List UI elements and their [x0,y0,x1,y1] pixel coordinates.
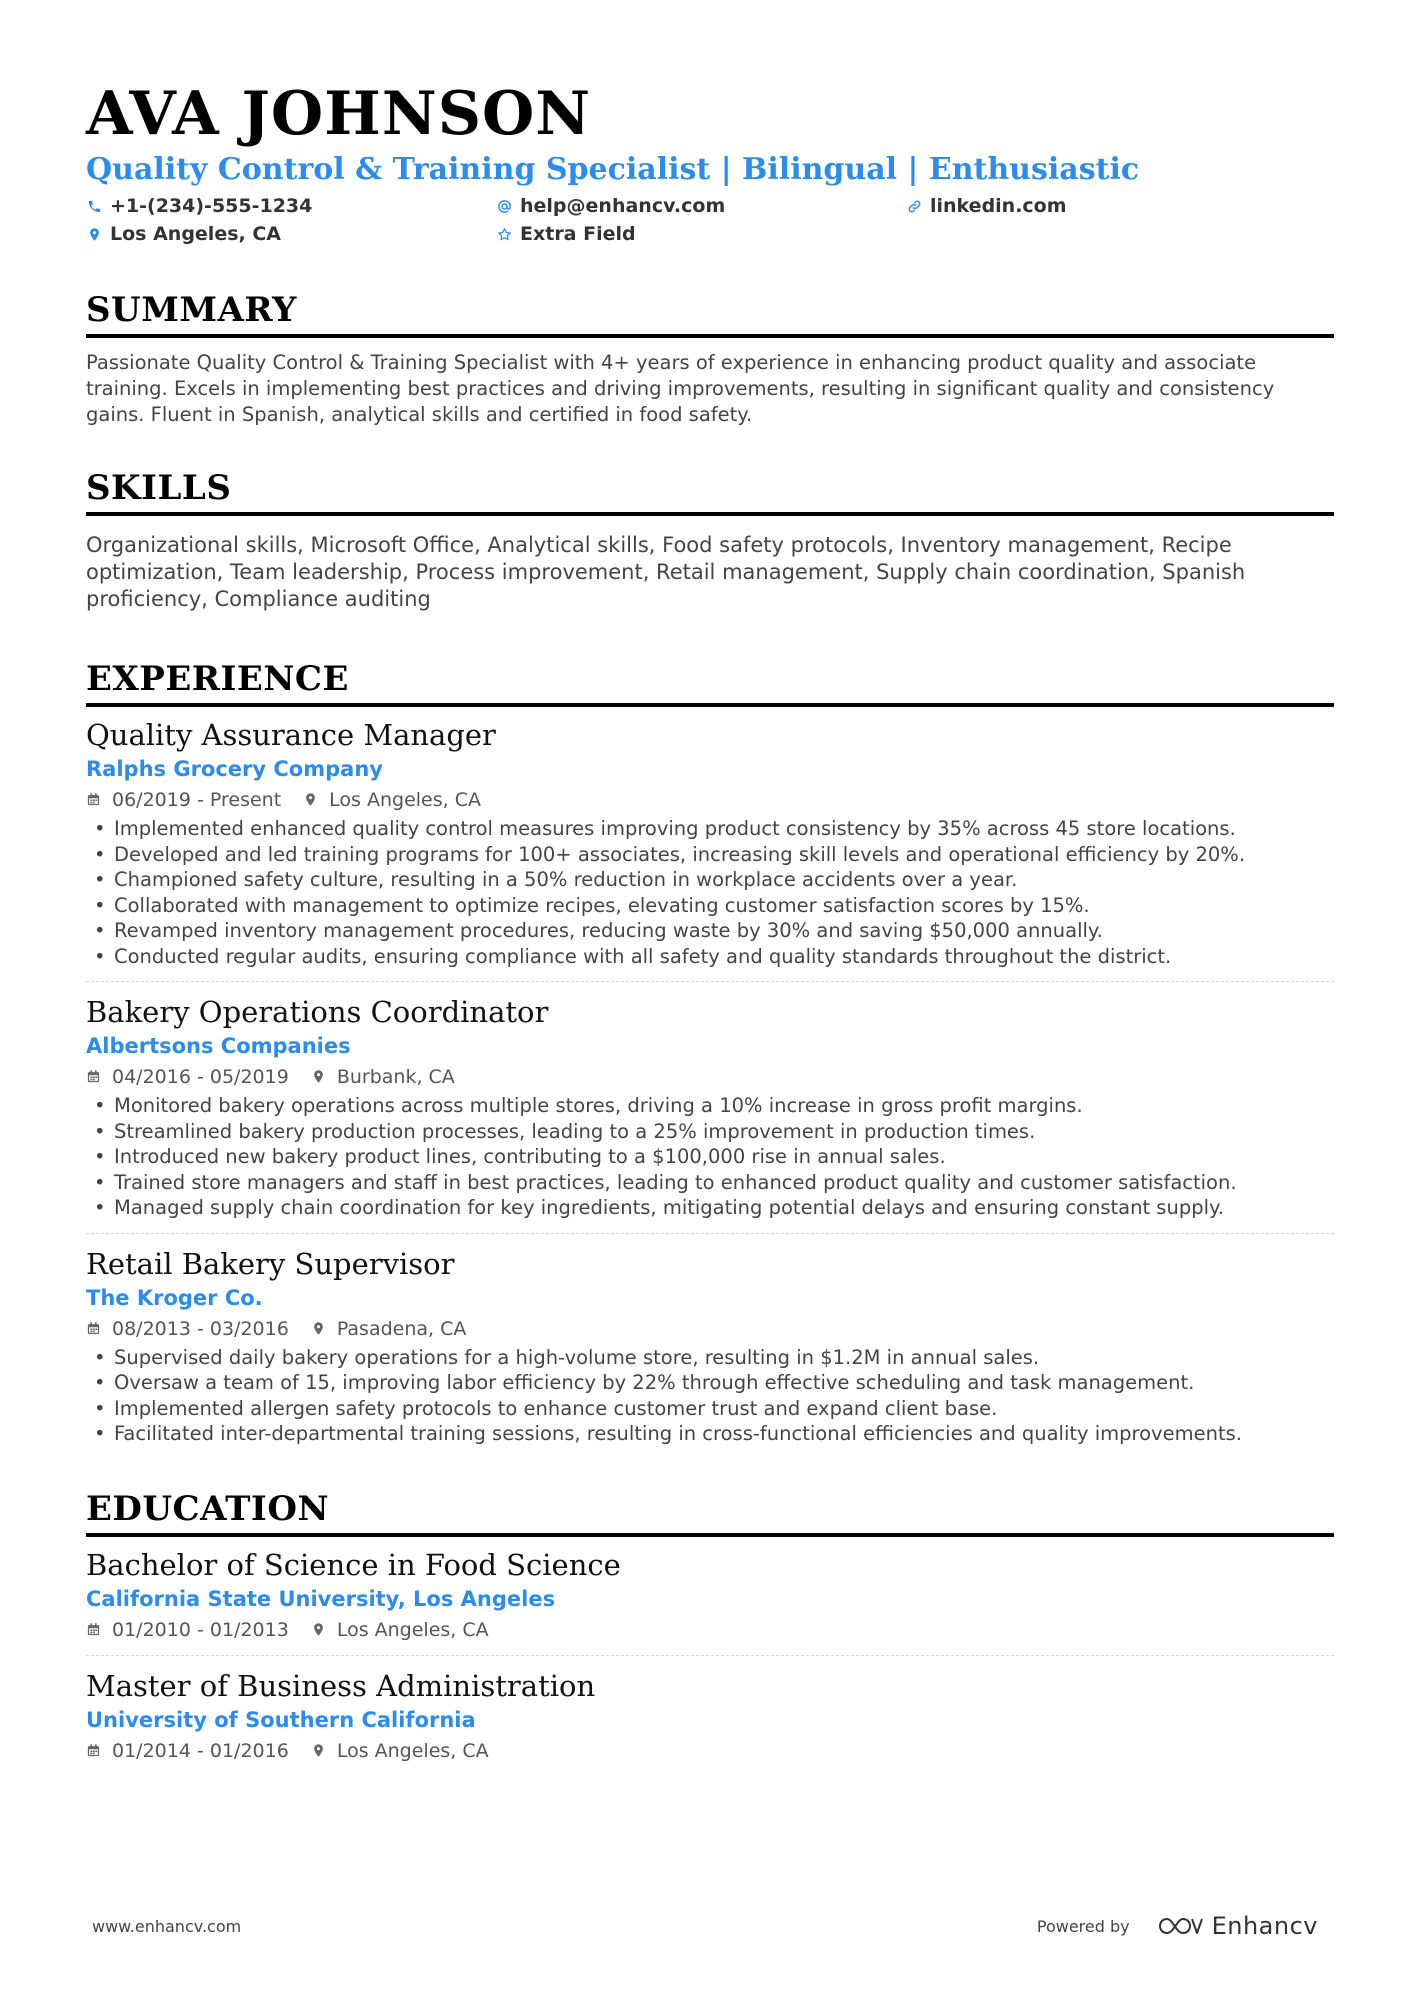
list-item: • Conducted regular audits, ensuring compliance with all safety and quality standards throughout the district. [86,944,1334,970]
company-name: The Kroger Co. [86,1285,263,1310]
contact-email-text: help@enhancv.com [520,195,726,217]
location-icon [311,1321,327,1337]
job-location: Pasadena, CA [336,1317,467,1340]
job-meta [86,1316,1334,1342]
phone-icon [86,198,102,214]
page-footer [92,1912,1318,1940]
experience-entry [86,1233,1334,1447]
list-item: • Supervised daily bakery operations for a high-volume store, resulting in $1.2M in annual sales. [86,1345,1334,1371]
calendar-icon [86,792,102,808]
education-location: Los Angeles, CA [336,1739,489,1762]
location-icon [311,1069,327,1085]
school-name: University of Southern California [86,1707,476,1732]
contact-email[interactable] [496,194,906,218]
contact-linkedin[interactable] [906,194,1334,218]
education-section [86,1489,1334,1764]
location-icon [86,226,102,242]
calendar-icon [86,1743,102,1759]
experience-entry [86,707,1334,969]
experience-section [86,659,1334,1447]
list-item: • Collaborated with management to optimize recipes, elevating customer satisfaction scores by 15%. [86,893,1334,919]
summary-title: SUMMARY [86,290,297,330]
footer-website-link[interactable]: www.enhancv.com [92,1916,242,1936]
education-title: EDUCATION [86,1488,330,1529]
location-icon [311,1743,327,1759]
powered-by-label: Powered by [1036,1916,1130,1936]
summary-text: Passionate Quality Control & Training Specialist with 4+ years of experience in enhancing product quality and associate training. Excels in implementing best practices and driving improvements, resulting in significant quality and consistency gains. Fluent in Spanish, analytical skills and certified in food safety. [86,351,1275,426]
footer-branding [1037,1912,1318,1940]
location-icon [311,1622,327,1638]
job-dates: 04/2016 - 05/2019 [112,1066,289,1088]
education-meta [86,1617,1334,1643]
list-item: • Championed safety culture, resulting in a 50% reduction in workplace accidents over a year. [86,867,1334,893]
job-location: Burbank, CA [336,1066,455,1088]
at-icon [496,198,512,214]
education-location: Los Angeles, CA [336,1618,489,1641]
enhancv-logo-icon [1156,1914,1204,1938]
job-location: Los Angeles, CA [329,789,481,811]
job-title: Quality Assurance Manager [86,718,496,752]
job-bullets [86,1093,1334,1221]
education-entry [86,1537,1334,1643]
education-dates: 01/2014 - 01/2016 [112,1739,289,1762]
school-name: California State University, Los Angeles [86,1586,556,1611]
summary-section [86,290,1334,428]
job-meta [86,787,1334,813]
list-item: • Streamlined bakery production processes, leading to a 25% improvement in production times. [86,1119,1334,1145]
skills-section [86,468,1334,613]
company-name: Ralphs Grocery Company [86,757,383,781]
section-divider [86,512,1334,516]
calendar-icon [86,1069,102,1085]
job-dates: 06/2019 - Present [112,789,282,811]
company-name: Albertsons Companies [86,1034,351,1058]
contact-phone-text: +1-(234)-555-1234 [110,195,313,217]
contact-location-text: Los Angeles, CA [110,223,281,245]
contact-extra-field [496,222,906,246]
list-item: • Facilitated inter-departmental training sessions, resulting in cross-functional efficiencies and quality improvements. [86,1421,1334,1447]
resume-header [86,78,1334,246]
brand-name: Enhancv [1211,1912,1318,1940]
enhancv-logo[interactable] [1156,1912,1318,1940]
list-item: • Managed supply chain coordination for key ingredients, mitigating potential delays and ensuring constant supply. [86,1195,1334,1221]
candidate-name: AVA JOHNSON [86,79,592,149]
list-item: • Oversaw a team of 15, improving labor efficiency by 22% through effective scheduling and task management. [86,1370,1334,1396]
education-dates: 01/2010 - 01/2013 [112,1618,289,1641]
list-item: • Introduced new bakery product lines, contributing to a $100,000 rise in annual sales. [86,1144,1334,1170]
resume-page [86,78,1334,1764]
job-meta [86,1064,1334,1090]
link-icon [906,198,922,214]
job-bullets [86,816,1334,969]
job-bullets [86,1345,1334,1447]
degree-title: Master of Business Administration [86,1668,596,1703]
contact-linkedin-text: linkedin.com [930,195,1067,217]
contact-list [86,194,1334,246]
star-icon [496,226,512,242]
section-divider [86,334,1334,338]
contact-extra-field-text: Extra Field [520,223,636,245]
contact-phone[interactable] [86,194,496,218]
job-title: Retail Bakery Supervisor [86,1246,455,1281]
list-item: • Developed and led training programs for 100+ associates, increasing skill levels and operational efficiency by 20%. [86,842,1334,868]
candidate-headline: Quality Control & Training Specialist | Bilingual | Enthusiastic [86,152,1140,187]
skills-text: Organizational skills, Microsoft Office, Analytical skills, Food safety protocols, Inventory management, Recipe optimization, Team leadership, Process improvement, Retail management, Supply chain coordination, Spanish proficiency, Compliance auditing [86,533,1246,611]
location-icon [303,792,319,808]
education-entry [86,1655,1334,1764]
list-item: • Revamped inventory management procedures, reducing waste by 30% and saving $50,000 annually. [86,918,1334,944]
list-item: • Trained store managers and staff in best practices, leading to enhanced product quality and customer satisfaction. [86,1170,1334,1196]
list-item: • Monitored bakery operations across multiple stores, driving a 10% increase in gross profit margins. [86,1093,1334,1119]
calendar-icon [86,1622,102,1638]
job-title: Bakery Operations Coordinator [86,995,549,1029]
skills-title: SKILLS [86,468,232,508]
list-item: • Implemented enhanced quality control measures improving product consistency by 35% across 45 store locations. [86,816,1334,842]
experience-title: EXPERIENCE [86,659,349,699]
degree-title: Bachelor of Science in Food Science [86,1547,621,1582]
education-meta [86,1738,1334,1764]
contact-location [86,222,496,246]
calendar-icon [86,1321,102,1337]
experience-entry [86,981,1334,1221]
job-dates: 08/2013 - 03/2016 [112,1317,289,1340]
list-item: • Implemented allergen safety protocols to enhance customer trust and expand client base. [86,1396,1334,1422]
